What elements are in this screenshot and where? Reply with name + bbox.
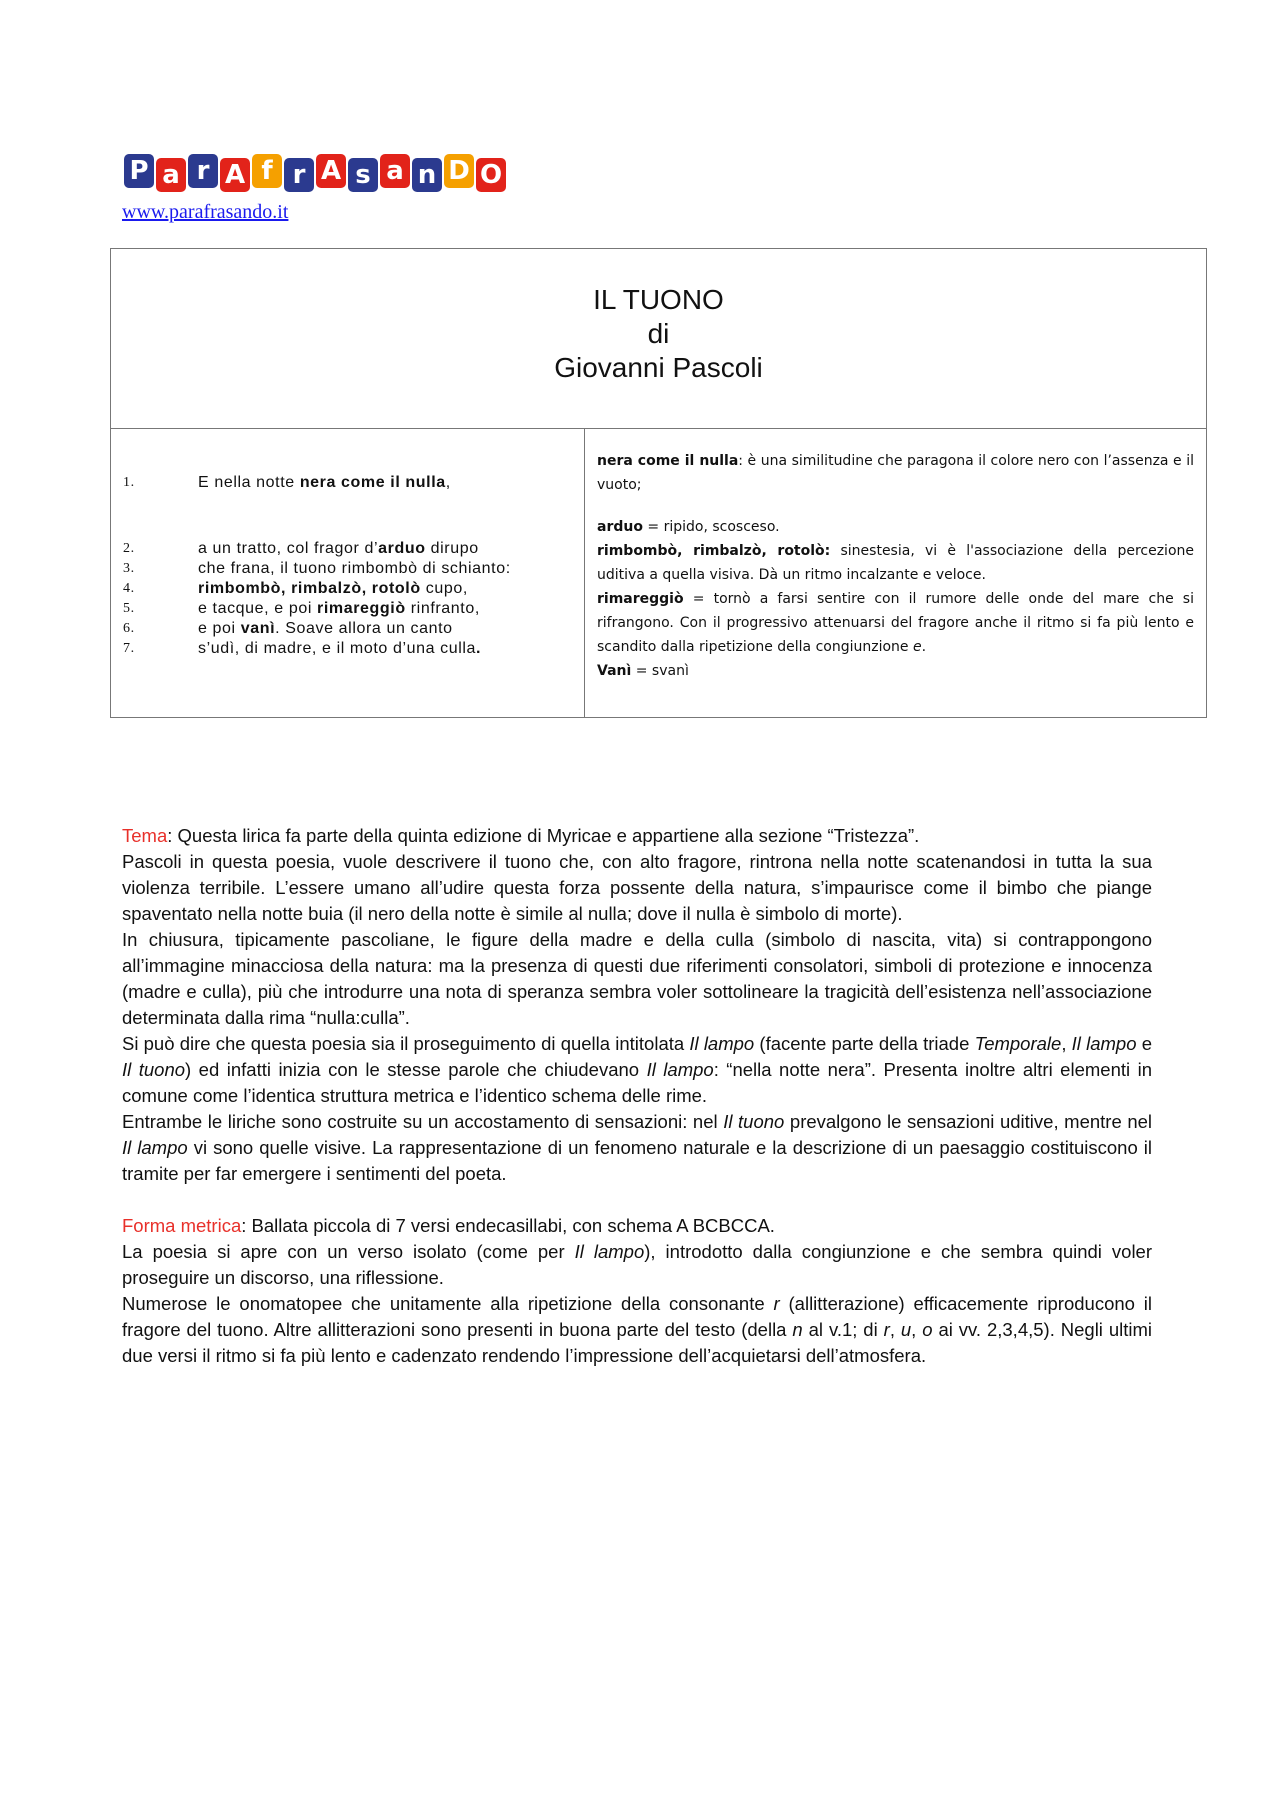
- text-run: e tacque, e poi: [198, 600, 318, 617]
- paragraph: [122, 1213, 1152, 1239]
- logo-letter: s: [348, 158, 378, 192]
- text-run: : “nella notte nera”. Presenta inoltre altri elementi in comune come l’identica struttura metrica e l’identico schema delle rime.: [122, 1059, 1152, 1106]
- text-run: u: [900, 1319, 912, 1340]
- text-run: e poi: [198, 620, 241, 637]
- text-run: (facente parte della triade: [754, 1033, 975, 1054]
- note-tail: .: [921, 639, 927, 655]
- paragraph: [122, 849, 1152, 927]
- poem-author: Giovanni Pascoli: [554, 352, 763, 383]
- text-run: Numerose le onomatopee che unitamente alla ripetizione della consonante: [122, 1293, 774, 1314]
- verse-text: [198, 579, 468, 599]
- logo-letter: r: [284, 158, 314, 192]
- text-run: rimbombò, rimbalzò, rotolò: [198, 580, 421, 597]
- logo-letter: r: [188, 154, 218, 188]
- text-run: r: [773, 1293, 780, 1314]
- verse-number: 7.: [123, 641, 135, 656]
- title-di: di: [647, 318, 670, 349]
- verse-number: 3.: [123, 561, 135, 576]
- text-run: dirupo: [425, 540, 479, 557]
- parafrasando-logo[interactable]: [124, 154, 508, 194]
- note-italic: e: [912, 639, 922, 655]
- note-term: Vanì: [597, 663, 632, 679]
- text-run: ,: [445, 474, 451, 491]
- logo-letter: O: [476, 158, 506, 192]
- logo-letter: f: [252, 154, 282, 188]
- paragraph: [122, 1109, 1152, 1187]
- logo-letter: a: [156, 158, 186, 192]
- text-run: ), introdotto dalla congiunzione e che sembra quindi voler proseguire un discorso, una riflessione.: [122, 1241, 1153, 1288]
- text-run: . Soave allora un canto: [275, 620, 453, 637]
- tema-label: Tema: [122, 825, 168, 846]
- text-run: Il tuono: [122, 1059, 186, 1080]
- text-run: a un tratto, col fragor d’: [198, 540, 379, 557]
- text-run: e: [1136, 1033, 1153, 1054]
- text-run: vanì: [240, 620, 276, 637]
- text-run: Il lampo: [646, 1059, 714, 1080]
- note-term: arduo: [597, 519, 643, 535]
- text-run: nera come il nulla: [299, 474, 446, 491]
- note-text: = ripido, scosceso.: [642, 519, 780, 535]
- poem-title: IL TUONO: [593, 284, 724, 315]
- commentary: [122, 823, 1152, 1369]
- text-run: vi sono quelle visive. La rappresentazione di un fenomeno naturale e la descrizione di un paesaggio costituiscono il tramite per far emergere i sentimenti del poeta.: [122, 1137, 1152, 1184]
- tema-section: [122, 823, 1152, 1187]
- verse-number: 4.: [123, 581, 135, 596]
- text-run: ,: [889, 1319, 901, 1340]
- notes-cell: [585, 429, 1206, 717]
- note-text: : è una similitudine che paragona il colore nero con l’assenza e il vuoto;: [597, 453, 1194, 493]
- text-run: al v.1; di: [802, 1319, 884, 1340]
- verse-number: 5.: [123, 601, 135, 616]
- title-cell: [111, 249, 1206, 429]
- text-run: arduo: [378, 540, 426, 557]
- paragraph: [122, 927, 1152, 1031]
- note-term: rimareggiò: [597, 591, 684, 607]
- text-run: La poesia si apre con un verso isolato (come per: [122, 1241, 575, 1262]
- text-run: ai vv. 2,3,4,5). Negli ultimi due versi il ritmo si fa più lento e cadenzato rendendo l’impressione dell’acquietarsi dell’atmosfera.: [122, 1319, 1153, 1366]
- text-run: : Questa lirica fa parte della quinta edizione di Myricae e appartiene alla sezione “Tristezza”.: [167, 825, 920, 846]
- verse-text: [198, 473, 451, 493]
- note-term: nera come il nulla: [597, 453, 739, 469]
- verse-text: [198, 539, 479, 559]
- paragraph: [122, 823, 1152, 849]
- text-run: Pascoli in questa poesia, vuole descrivere il tuono che, con alto fragore, rintrona nella notte scatenandosi in tutta la sua violenza terribile. L’essere umano all’udire questa forza possente della natura, s’impaurisce come il bimbo che piange spaventato nella notte buia (il nero della notte è simile al nulla; dove il nulla è simbolo di morte).: [122, 851, 1152, 924]
- note-item: [597, 539, 1194, 587]
- note-term: rimbombò, rimbalzò, rotolò:: [597, 543, 831, 559]
- text-run: rinfranto,: [405, 600, 480, 617]
- text-run: ) ed infatti inizia con le stesse parole che chiudevano: [185, 1059, 647, 1080]
- text-run: Temporale: [974, 1033, 1062, 1054]
- verse-number: 2.: [123, 541, 135, 556]
- logo-letter: a: [380, 154, 410, 188]
- text-run: : Ballata piccola di 7 versi endecasillabi, con schema A BCBCCA.: [241, 1215, 775, 1236]
- poem-table: [110, 248, 1207, 718]
- note-text: = tornò a farsi sentire con il rumore delle onde del mare che si rifrangono. Con il progressivo attenuarsi del fragore anche il ritmo si fa più lento e scandito dalla ripetizione della congiunzione: [597, 591, 1194, 655]
- verse-text: [198, 559, 511, 579]
- text-run: E nella notte: [198, 474, 300, 491]
- note-item: [597, 659, 1194, 683]
- logo-letter: n: [412, 158, 442, 192]
- text-run: ,: [1061, 1033, 1072, 1054]
- text-run: n: [792, 1319, 803, 1340]
- paragraph: [122, 1239, 1152, 1291]
- text-run: Il lampo: [122, 1137, 188, 1158]
- text-run: Il lampo: [574, 1241, 645, 1262]
- text-run: Il lampo: [689, 1033, 755, 1054]
- logo-letter: P: [124, 154, 154, 188]
- note-item: [597, 587, 1194, 659]
- text-run: s’udì, di madre, e il moto d’una culla: [198, 640, 477, 657]
- text-run: Il lampo: [1071, 1033, 1137, 1054]
- site-url-link[interactable]: www.parafrasando.it: [122, 201, 289, 223]
- text-run: (allitterazione) efficacemente riproducono il fragore del tuono. Altre allitterazioni sono presenti in buona parte del testo (della: [122, 1293, 1152, 1340]
- verse-text: [198, 619, 453, 639]
- text-run: In chiusura, tipicamente pascoliane, le figure della madre e della culla (simbolo di nascita, vita) si contrappongono all’immagine minacciosa della natura: ma la presenza di questi due riferimenti consolatori, simboli di protezione e innocenza (madre e culla), più che introdurre una nota di speranza sembra voler sottolineare la tragicità dell’esistenza nell’associazione determinata dalla rima “nulla:culla”.: [122, 929, 1152, 1028]
- text-run: ,: [911, 1319, 923, 1340]
- text-run: prevalgono le sensazioni uditive, mentre nel: [784, 1111, 1153, 1132]
- text-run: Il tuono: [723, 1111, 785, 1132]
- paragraph: [122, 1291, 1152, 1369]
- text-run: cupo,: [420, 580, 468, 597]
- paragraph: [122, 1031, 1152, 1109]
- text-run: .: [476, 640, 482, 657]
- text-run: rimareggiò: [317, 600, 406, 617]
- logo-letter: D: [444, 154, 474, 188]
- note-text: = svanì: [631, 663, 689, 679]
- text-run: Entrambe le liriche sono costruite su un accostamento di sensazioni: nel: [122, 1111, 724, 1132]
- text-run: o: [922, 1319, 933, 1340]
- forma-metrica-section: [122, 1213, 1152, 1369]
- note-item: [597, 449, 1194, 497]
- verses-cell: [111, 429, 585, 717]
- text-run: r: [883, 1319, 890, 1340]
- verse-text: [198, 639, 481, 659]
- forma-label: Forma metrica: [122, 1215, 242, 1236]
- note-text: sinestesia, vi è l'associazione della percezione uditiva a quella visiva. Dà un ritmo incalzante e veloce.: [597, 543, 1194, 583]
- logo-letter: A: [220, 158, 250, 192]
- verse-number: 1.: [123, 475, 135, 490]
- verse-number: 6.: [123, 621, 135, 636]
- text-run: Si può dire che questa poesia sia il proseguimento di quella intitolata: [122, 1033, 690, 1054]
- verse-text: [198, 599, 480, 619]
- text-run: che frana, il tuono rimbombò di schianto:: [198, 560, 511, 577]
- logo-letter: A: [316, 154, 346, 188]
- note-item: [597, 515, 1194, 539]
